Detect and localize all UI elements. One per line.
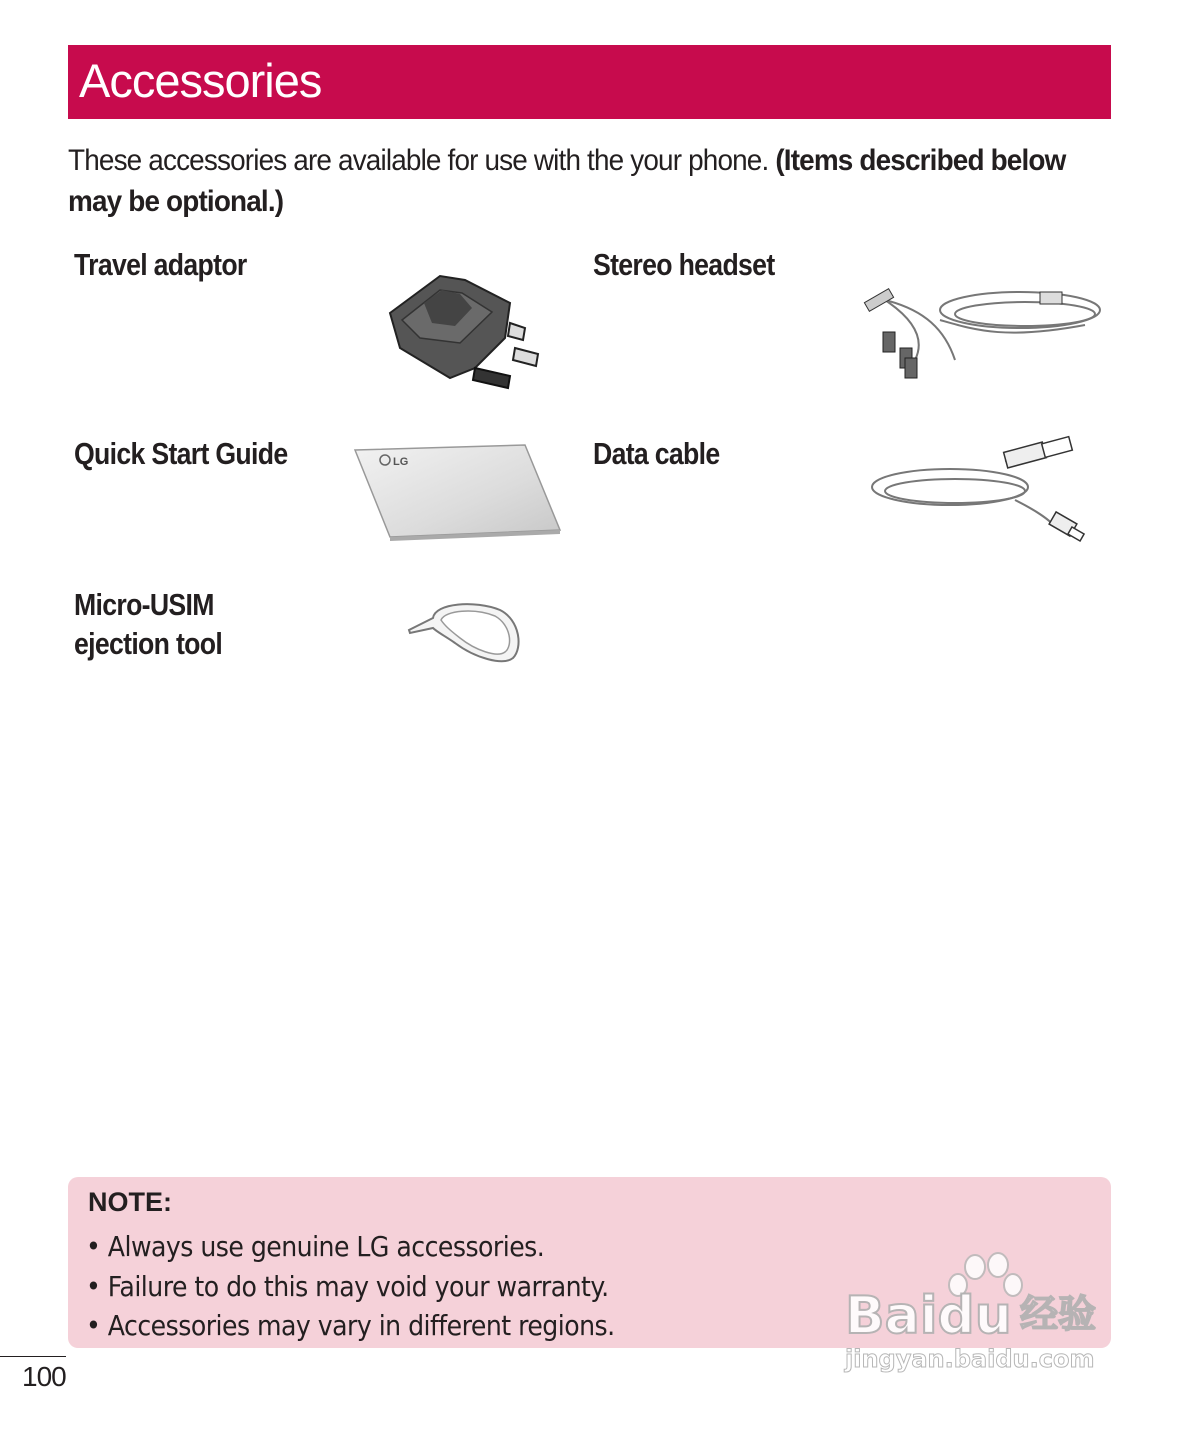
note-item: • Accessories may vary in different regions. xyxy=(86,1309,615,1342)
watermark-cn: 经验 xyxy=(1020,1292,1097,1336)
quick-start-guide-icon xyxy=(350,440,565,545)
intro-paragraph xyxy=(68,140,1114,222)
note-item: • Failure to do this may void your warranty. xyxy=(86,1269,609,1303)
stereo-headset-label: Stereo headset xyxy=(593,247,775,282)
watermark-brand: Baidu xyxy=(845,1286,1012,1346)
ejection-tool-label-line2: ejection tool xyxy=(74,626,223,661)
note-title: NOTE: xyxy=(88,1187,172,1217)
guide-logo-text: LG xyxy=(393,456,409,468)
data-cable-icon xyxy=(865,435,1095,550)
stereo-headset-icon xyxy=(855,270,1105,390)
quick-start-guide-label: Quick Start Guide xyxy=(74,436,288,471)
watermark-url: jingyan.baidu.com xyxy=(845,1345,1095,1373)
travel-adaptor-icon xyxy=(380,268,550,393)
note-item: • Always use genuine LG accessories. xyxy=(86,1230,545,1263)
section-title-bar xyxy=(68,45,1111,119)
note-list xyxy=(86,1227,673,1346)
page-number-rule xyxy=(0,1356,66,1357)
data-cable-label: Data cable xyxy=(593,436,720,471)
intro-text: These accessories are available for use with the your phone. xyxy=(68,144,776,177)
travel-adaptor-label: Travel adaptor xyxy=(74,247,247,282)
intro-bold-text: (Items described below may be optional.) xyxy=(68,144,1066,218)
ejection-tool-label-line1: Micro-USIM xyxy=(74,587,214,622)
baidu-watermark xyxy=(835,1245,1125,1380)
page-number: 100 xyxy=(22,1361,66,1392)
page-title: Accessories xyxy=(79,54,322,107)
ejection-tool-icon xyxy=(405,598,527,666)
